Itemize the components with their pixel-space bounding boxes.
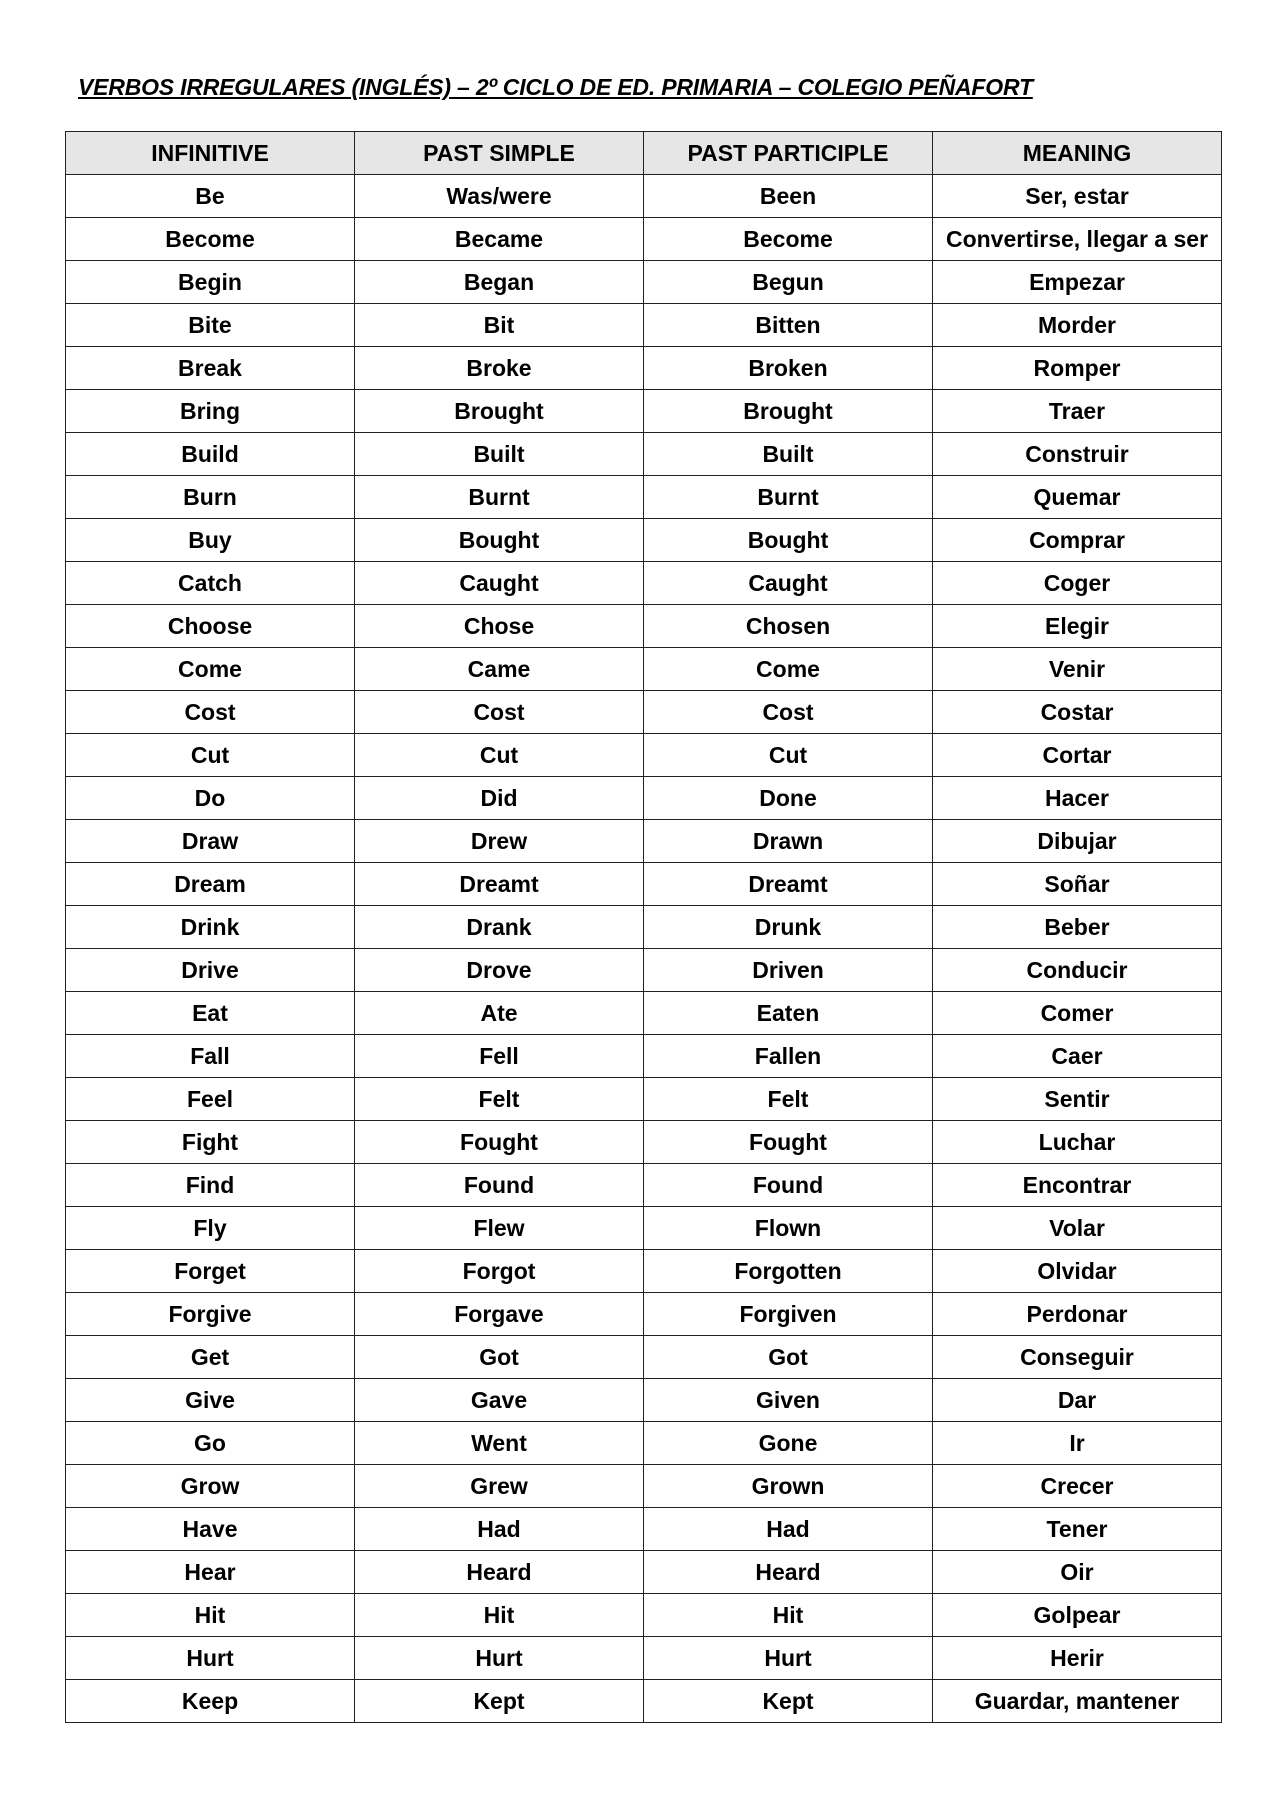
table-row — [66, 734, 1222, 777]
meaning-cell: Conducir — [933, 949, 1222, 992]
table-row — [66, 562, 1222, 605]
past-participle-cell: Kept — [644, 1680, 933, 1723]
table-row — [66, 1594, 1222, 1637]
past-simple-cell: Felt — [355, 1078, 644, 1121]
table-row — [66, 1035, 1222, 1078]
infinitive-cell: Go — [66, 1422, 355, 1465]
infinitive-cell: Feel — [66, 1078, 355, 1121]
table-row — [66, 1422, 1222, 1465]
table-row — [66, 1293, 1222, 1336]
past-participle-cell: Forgotten — [644, 1250, 933, 1293]
past-simple-cell: Got — [355, 1336, 644, 1379]
table-row — [66, 218, 1222, 261]
infinitive-cell: Grow — [66, 1465, 355, 1508]
meaning-cell: Sentir — [933, 1078, 1222, 1121]
meaning-cell: Ser, estar — [933, 175, 1222, 218]
past-simple-cell: Was/were — [355, 175, 644, 218]
header-meaning: MEANING — [933, 132, 1222, 175]
past-simple-cell: Fought — [355, 1121, 644, 1164]
infinitive-cell: Come — [66, 648, 355, 691]
table-row — [66, 1508, 1222, 1551]
infinitive-cell: Give — [66, 1379, 355, 1422]
past-participle-cell: Begun — [644, 261, 933, 304]
past-participle-cell: Bitten — [644, 304, 933, 347]
infinitive-cell: Build — [66, 433, 355, 476]
meaning-cell: Dibujar — [933, 820, 1222, 863]
past-simple-cell: Drank — [355, 906, 644, 949]
table-row — [66, 949, 1222, 992]
past-simple-cell: Cut — [355, 734, 644, 777]
table-row — [66, 691, 1222, 734]
past-participle-cell: Chosen — [644, 605, 933, 648]
infinitive-cell: Hurt — [66, 1637, 355, 1680]
past-participle-cell: Found — [644, 1164, 933, 1207]
infinitive-cell: Drink — [66, 906, 355, 949]
meaning-cell: Herir — [933, 1637, 1222, 1680]
irregular-verbs-table — [65, 131, 1222, 1723]
past-simple-cell: Brought — [355, 390, 644, 433]
meaning-cell: Soñar — [933, 863, 1222, 906]
past-simple-cell: Fell — [355, 1035, 644, 1078]
table-row — [66, 1465, 1222, 1508]
past-participle-cell: Fallen — [644, 1035, 933, 1078]
meaning-cell: Elegir — [933, 605, 1222, 648]
past-simple-cell: Kept — [355, 1680, 644, 1723]
past-simple-cell: Forgave — [355, 1293, 644, 1336]
infinitive-cell: Forget — [66, 1250, 355, 1293]
meaning-cell: Morder — [933, 304, 1222, 347]
past-simple-cell: Hit — [355, 1594, 644, 1637]
table-row — [66, 1250, 1222, 1293]
past-simple-cell: Dreamt — [355, 863, 644, 906]
meaning-cell: Convertirse, llegar a ser — [933, 218, 1222, 261]
past-participle-cell: Drunk — [644, 906, 933, 949]
table-row — [66, 1336, 1222, 1379]
past-simple-cell: Chose — [355, 605, 644, 648]
past-simple-cell: Broke — [355, 347, 644, 390]
infinitive-cell: Have — [66, 1508, 355, 1551]
past-participle-cell: Dreamt — [644, 863, 933, 906]
past-participle-cell: Felt — [644, 1078, 933, 1121]
table-row — [66, 1551, 1222, 1594]
table-row — [66, 390, 1222, 433]
infinitive-cell: Bring — [66, 390, 355, 433]
past-simple-cell: Ate — [355, 992, 644, 1035]
past-simple-cell: Became — [355, 218, 644, 261]
meaning-cell: Comprar — [933, 519, 1222, 562]
past-participle-cell: Cost — [644, 691, 933, 734]
header-infinitive: INFINITIVE — [66, 132, 355, 175]
table-header-row — [66, 132, 1222, 175]
meaning-cell: Olvidar — [933, 1250, 1222, 1293]
table-row — [66, 261, 1222, 304]
infinitive-cell: Draw — [66, 820, 355, 863]
meaning-cell: Ir — [933, 1422, 1222, 1465]
meaning-cell: Romper — [933, 347, 1222, 390]
meaning-cell: Luchar — [933, 1121, 1222, 1164]
infinitive-cell: Cost — [66, 691, 355, 734]
past-simple-cell: Burnt — [355, 476, 644, 519]
table-row — [66, 648, 1222, 691]
table-row — [66, 777, 1222, 820]
infinitive-cell: Hear — [66, 1551, 355, 1594]
table-row — [66, 433, 1222, 476]
past-simple-cell: Gave — [355, 1379, 644, 1422]
past-participle-cell: Brought — [644, 390, 933, 433]
infinitive-cell: Keep — [66, 1680, 355, 1723]
meaning-cell: Golpear — [933, 1594, 1222, 1637]
past-participle-cell: Burnt — [644, 476, 933, 519]
past-simple-cell: Heard — [355, 1551, 644, 1594]
table-row — [66, 347, 1222, 390]
infinitive-cell: Dream — [66, 863, 355, 906]
meaning-cell: Construir — [933, 433, 1222, 476]
meaning-cell: Crecer — [933, 1465, 1222, 1508]
past-participle-cell: Become — [644, 218, 933, 261]
document-title: VERBOS IRREGULARES (INGLÉS) – 2º CICLO DE ED. PRIMARIA – COLEGIO PEÑAFORT — [78, 74, 1033, 100]
past-simple-cell: Drove — [355, 949, 644, 992]
past-simple-cell: Forgot — [355, 1250, 644, 1293]
table-row — [66, 906, 1222, 949]
meaning-cell: Conseguir — [933, 1336, 1222, 1379]
past-simple-cell: Grew — [355, 1465, 644, 1508]
header-past-participle: PAST PARTICIPLE — [644, 132, 933, 175]
past-simple-cell: Built — [355, 433, 644, 476]
infinitive-cell: Burn — [66, 476, 355, 519]
past-participle-cell: Been — [644, 175, 933, 218]
meaning-cell: Coger — [933, 562, 1222, 605]
table-row — [66, 476, 1222, 519]
meaning-cell: Dar — [933, 1379, 1222, 1422]
infinitive-cell: Get — [66, 1336, 355, 1379]
table-row — [66, 1637, 1222, 1680]
past-participle-cell: Hit — [644, 1594, 933, 1637]
meaning-cell: Beber — [933, 906, 1222, 949]
meaning-cell: Hacer — [933, 777, 1222, 820]
meaning-cell: Costar — [933, 691, 1222, 734]
meaning-cell: Empezar — [933, 261, 1222, 304]
infinitive-cell: Break — [66, 347, 355, 390]
infinitive-cell: Hit — [66, 1594, 355, 1637]
past-participle-cell: Forgiven — [644, 1293, 933, 1336]
header-past-simple: PAST SIMPLE — [355, 132, 644, 175]
infinitive-cell: Find — [66, 1164, 355, 1207]
infinitive-cell: Choose — [66, 605, 355, 648]
past-simple-cell: Began — [355, 261, 644, 304]
meaning-cell: Encontrar — [933, 1164, 1222, 1207]
past-participle-cell: Gone — [644, 1422, 933, 1465]
meaning-cell: Caer — [933, 1035, 1222, 1078]
meaning-cell: Perdonar — [933, 1293, 1222, 1336]
meaning-cell: Traer — [933, 390, 1222, 433]
past-simple-cell: Flew — [355, 1207, 644, 1250]
table-row — [66, 992, 1222, 1035]
past-participle-cell: Caught — [644, 562, 933, 605]
infinitive-cell: Be — [66, 175, 355, 218]
table-row — [66, 1379, 1222, 1422]
meaning-cell: Volar — [933, 1207, 1222, 1250]
table-row — [66, 820, 1222, 863]
past-participle-cell: Given — [644, 1379, 933, 1422]
meaning-cell: Venir — [933, 648, 1222, 691]
past-participle-cell: Driven — [644, 949, 933, 992]
past-participle-cell: Had — [644, 1508, 933, 1551]
infinitive-cell: Do — [66, 777, 355, 820]
past-simple-cell: Bought — [355, 519, 644, 562]
past-participle-cell: Flown — [644, 1207, 933, 1250]
infinitive-cell: Fall — [66, 1035, 355, 1078]
past-simple-cell: Came — [355, 648, 644, 691]
past-simple-cell: Had — [355, 1508, 644, 1551]
meaning-cell: Cortar — [933, 734, 1222, 777]
past-participle-cell: Bought — [644, 519, 933, 562]
infinitive-cell: Drive — [66, 949, 355, 992]
table-row — [66, 1121, 1222, 1164]
infinitive-cell: Fly — [66, 1207, 355, 1250]
past-participle-cell: Done — [644, 777, 933, 820]
past-participle-cell: Heard — [644, 1551, 933, 1594]
past-participle-cell: Broken — [644, 347, 933, 390]
table-row — [66, 1680, 1222, 1723]
past-participle-cell: Fought — [644, 1121, 933, 1164]
past-participle-cell: Cut — [644, 734, 933, 777]
infinitive-cell: Fight — [66, 1121, 355, 1164]
infinitive-cell: Become — [66, 218, 355, 261]
table-row — [66, 1207, 1222, 1250]
past-participle-cell: Got — [644, 1336, 933, 1379]
infinitive-cell: Eat — [66, 992, 355, 1035]
past-participle-cell: Eaten — [644, 992, 933, 1035]
meaning-cell: Quemar — [933, 476, 1222, 519]
table-row — [66, 605, 1222, 648]
infinitive-cell: Bite — [66, 304, 355, 347]
table-row — [66, 863, 1222, 906]
table-row — [66, 1078, 1222, 1121]
past-participle-cell: Drawn — [644, 820, 933, 863]
past-participle-cell: Hurt — [644, 1637, 933, 1680]
past-simple-cell: Caught — [355, 562, 644, 605]
past-simple-cell: Bit — [355, 304, 644, 347]
infinitive-cell: Begin — [66, 261, 355, 304]
meaning-cell: Guardar, mantener — [933, 1680, 1222, 1723]
past-simple-cell: Found — [355, 1164, 644, 1207]
infinitive-cell: Forgive — [66, 1293, 355, 1336]
past-simple-cell: Hurt — [355, 1637, 644, 1680]
table-row — [66, 1164, 1222, 1207]
past-participle-cell: Grown — [644, 1465, 933, 1508]
infinitive-cell: Buy — [66, 519, 355, 562]
past-simple-cell: Did — [355, 777, 644, 820]
meaning-cell: Comer — [933, 992, 1222, 1035]
table-body — [66, 175, 1222, 1723]
infinitive-cell: Catch — [66, 562, 355, 605]
table-row — [66, 304, 1222, 347]
past-participle-cell: Built — [644, 433, 933, 476]
meaning-cell: Tener — [933, 1508, 1222, 1551]
meaning-cell: Oir — [933, 1551, 1222, 1594]
infinitive-cell: Cut — [66, 734, 355, 777]
past-simple-cell: Went — [355, 1422, 644, 1465]
table-row — [66, 175, 1222, 218]
past-simple-cell: Cost — [355, 691, 644, 734]
past-participle-cell: Come — [644, 648, 933, 691]
table-row — [66, 519, 1222, 562]
past-simple-cell: Drew — [355, 820, 644, 863]
